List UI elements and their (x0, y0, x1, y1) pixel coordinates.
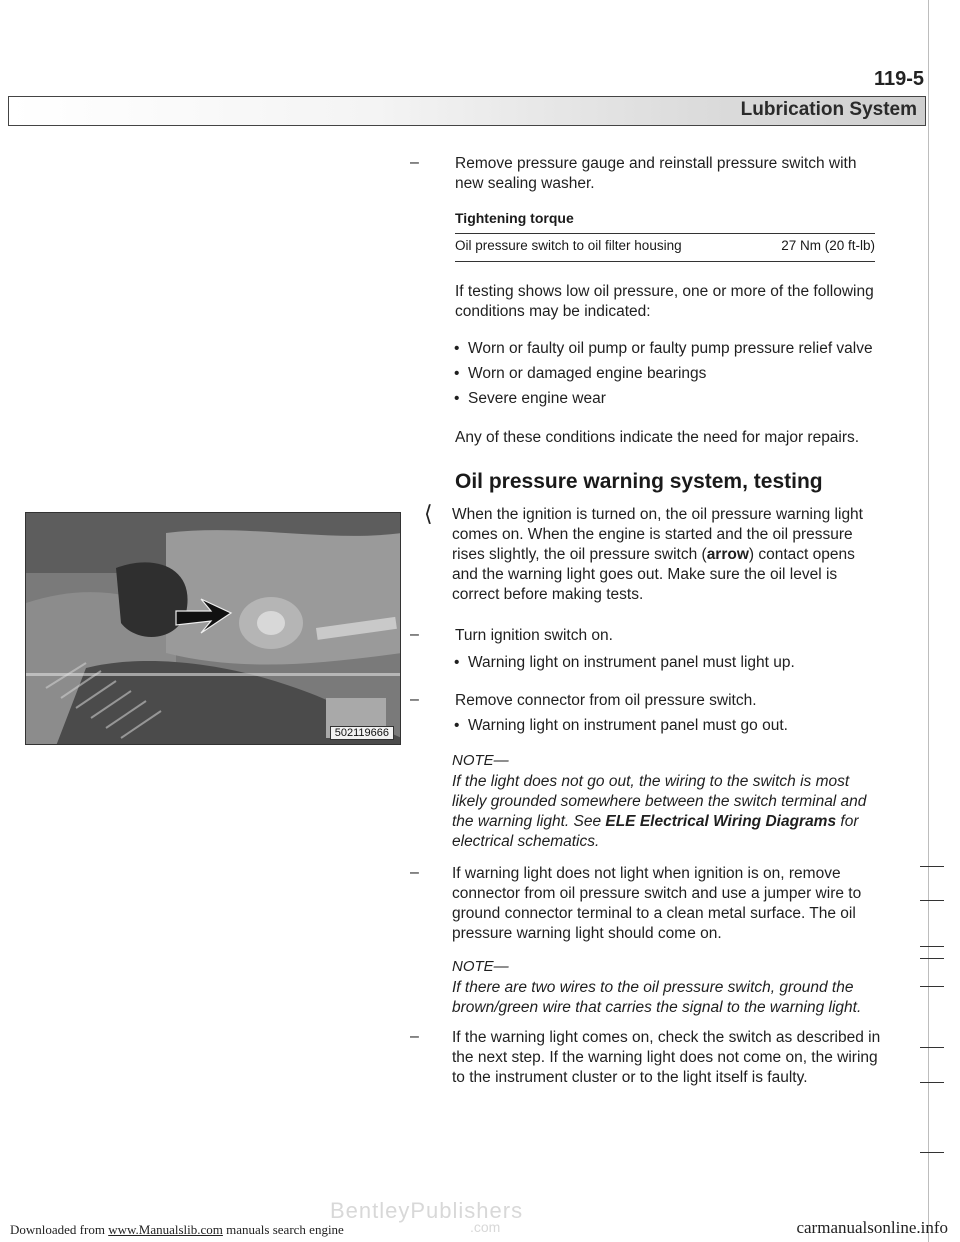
intro-text-part1: When the ignition is turned on, the oil pressure warning light comes on. When the engine is started and the oil pressure rises slightly, the oil pressure switch ( (452, 506, 863, 563)
edge-tab-mark (920, 1082, 944, 1083)
condition-item: • Severe engine wear (468, 389, 606, 409)
intro-text-part2: ) contact opens and the warning light goes out. Make sure the oil level is correct before making tests. (452, 546, 855, 603)
note-two-wires: If there are two wires to the oil pressure switch, ground the brown/green wire that carries the signal to the warning light. (452, 979, 862, 1016)
engine-photo-image (26, 513, 401, 745)
footer-download-note (10, 1222, 344, 1238)
edge-tab-mark (920, 986, 944, 987)
condition-item: • Worn or damaged engine bearings (468, 364, 706, 384)
step-dash: – (410, 1028, 419, 1045)
footer-download-suffix: manuals search engine (226, 1222, 344, 1237)
note-wiring-grounded (452, 772, 882, 852)
edge-tab-mark (920, 1047, 944, 1048)
photo-label: 502119666 (330, 726, 394, 740)
step-jumper-wire: If warning light does not light when ignition is on, remove connector from oil pressure switch and use a jumper wire to ground connector terminal to a clean metal surface. The oil pressure warning light should come on. (452, 865, 862, 942)
edge-tab-mark (920, 958, 944, 959)
watermark-text: BentleyPublishers (330, 1198, 524, 1223)
major-repairs-text: Any of these conditions indicate the need for major repairs. (455, 429, 860, 446)
page-edge-line (928, 0, 929, 1242)
section-intro (452, 505, 882, 605)
torque-row (455, 234, 875, 261)
note1-text-part1: If the light does not go out, the wiring to the switch is most likely grounded somewhere between the switch terminal and the warning light. See (452, 773, 867, 830)
step-dash: – (410, 864, 419, 881)
edge-tab-mark (920, 946, 944, 947)
section-title: Lubrication System (740, 99, 917, 120)
step-turn-ignition: Turn ignition switch on. (455, 627, 613, 644)
torque-item: Oil pressure switch to oil filter housing (455, 238, 682, 253)
section-heading: Oil pressure warning system, testing (455, 470, 823, 493)
note-label: NOTE— (452, 958, 509, 975)
low-pressure-intro: If testing shows low oil pressure, one or more of the following conditions may be indicated: (455, 283, 874, 320)
ele-reference: ELE Electrical Wiring Diagrams (605, 813, 837, 830)
left-pointer-icon: ⟨ (424, 501, 433, 526)
step-dash: – (410, 626, 419, 643)
footer-site-name: carmanualsonline.info (796, 1218, 948, 1237)
section-header-bar (8, 96, 926, 126)
intro-arrow-word: arrow (706, 546, 749, 563)
edge-tab-mark (920, 1152, 944, 1153)
manualslib-link[interactable]: www.Manualslib.com (108, 1222, 223, 1237)
torque-table (455, 233, 875, 262)
step-dash: – (410, 154, 419, 171)
condition-item: • Worn or faulty oil pump or faulty pump pressure relief valve (468, 339, 873, 359)
note1-text-part2: for electrical schematics. (452, 813, 859, 850)
watermark-sub: .com (470, 1219, 501, 1235)
edge-tab-mark (920, 866, 944, 867)
edge-tab-mark (920, 900, 944, 901)
step-final-check: If the warning light comes on, check the switch as described in the next step. If the warning light does not come on, the wiring to the instrument cluster or to the light itself is faulty. (452, 1029, 881, 1086)
torque-value: 27 Nm (20 ft-lb) (781, 238, 875, 253)
step-dash: – (410, 691, 419, 708)
step-ignition-bullet: • Warning light on instrument panel must light up. (468, 653, 795, 673)
step-remove-connector: Remove connector from oil pressure switch. (455, 692, 757, 709)
page-number: 119-5 (873, 68, 924, 90)
step-connector-bullet: • Warning light on instrument panel must go out. (468, 716, 788, 736)
engine-photo (25, 512, 401, 745)
torque-title: Tightening torque (455, 210, 574, 226)
footer-download-prefix: Downloaded from (10, 1222, 105, 1237)
note-label: NOTE— (452, 752, 509, 769)
step-remove-gauge: Remove pressure gauge and reinstall pressure switch with new sealing washer. (455, 155, 857, 192)
